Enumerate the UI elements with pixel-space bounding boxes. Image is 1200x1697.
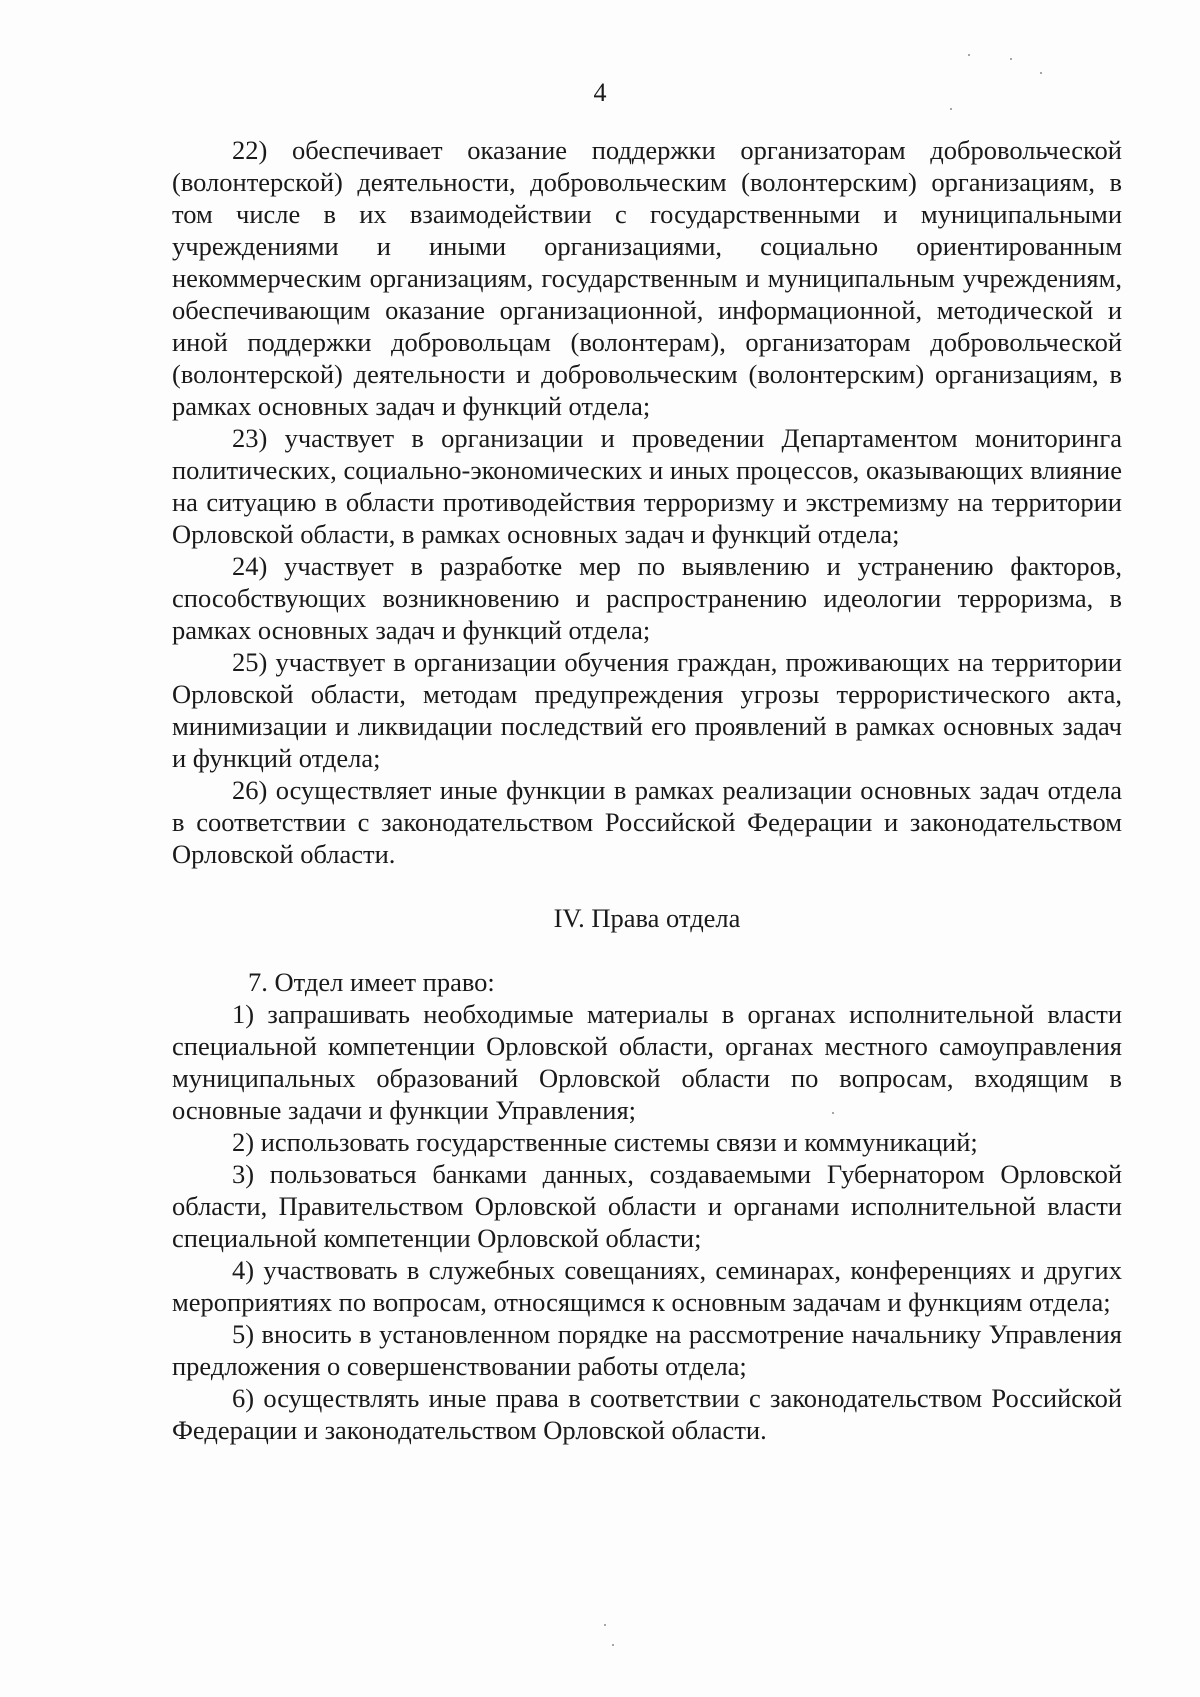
section-title: IV. Права отдела — [553, 903, 741, 933]
page-number: 4 — [593, 78, 607, 107]
right-5: 5) вносить в установленном порядке на рассмотрение начальнику Управления предложения о совершенствовании работы отдела; — [172, 1319, 1122, 1381]
document-body — [172, 134, 1122, 1446]
clause-7-intro: 7. Отдел имеет право: — [248, 967, 495, 997]
scan-speck — [612, 1644, 614, 1646]
scan-speck — [604, 1624, 606, 1626]
scan-speck — [950, 108, 952, 110]
scan-speck — [1040, 72, 1042, 74]
item-24: 24) участвует в разработке мер по выявлению и устранению факторов, способствующих возникновению и распространению идеологии терроризма, в рамках основных задач и функций отдела; — [172, 551, 1122, 645]
item-25: 25) участвует в организации обучения граждан, проживающих на территории Орловской области, методам предупреждения угрозы террористического акта, минимизации и ликвидации последствий его проявлений в рамках основных задач и функций отдела; — [172, 647, 1122, 773]
item-26: 26) осуществляет иные функции в рамках реализации основных задач отдела в соответствии с законодательством Российской Федерации и законодательством Орловской области. — [172, 775, 1122, 869]
scan-speck — [968, 54, 970, 56]
item-23: 23) участвует в организации и проведении Департаментом мониторинга политических, социально-экономических и иных процессов, оказывающих влияние на ситуацию в области противодействия терроризму и экстремизму на территории Орловской области, в рамках основных задач и функций отдела; — [172, 423, 1122, 549]
scan-speck — [1010, 58, 1012, 60]
right-2: 2) использовать государственные системы связи и коммуникаций; — [232, 1127, 978, 1157]
right-4: 4) участвовать в служебных совещаниях, семинарах, конференциях и других мероприятиях по вопросам, относящимся к основным задачам и функциям отдела; — [172, 1255, 1122, 1317]
item-22: 22) обеспечивает оказание поддержки организаторам добровольческой (волонтерской) деятельности, добровольческим (волонтерским) организациям, в том числе в их взаимодействии с государственными и муниципальными учреждениями и иными организациями, социально ориентированным некоммерческим организациям, государственным и муниципальным учреждениям, обеспечивающим оказание организационной, информационной, методической и иной поддержки добровольцам (волонтерам), организаторам добровольческой (волонтерской) деятельности и добровольческим (волонтерским) организациям, в рамках основных задач и функций отдела; — [172, 135, 1122, 421]
right-1: 1) запрашивать необходимые материалы в органах исполнительной власти специальной компетенции Орловской области, органах местного самоуправления муниципальных образований Орловской области по вопросам, входящим в основные задачи и функции Управления; — [172, 999, 1122, 1125]
right-3: 3) пользоваться банками данных, создаваемыми Губернатором Орловской области, Правительством Орловской области и органами исполнительной власти специальной компетенции Орловской области; — [172, 1159, 1122, 1253]
scan-speck — [832, 1112, 834, 1114]
right-6: 6) осуществлять иные права в соответствии с законодательством Российской Федерации и законодательством Орловской области. — [172, 1383, 1122, 1445]
